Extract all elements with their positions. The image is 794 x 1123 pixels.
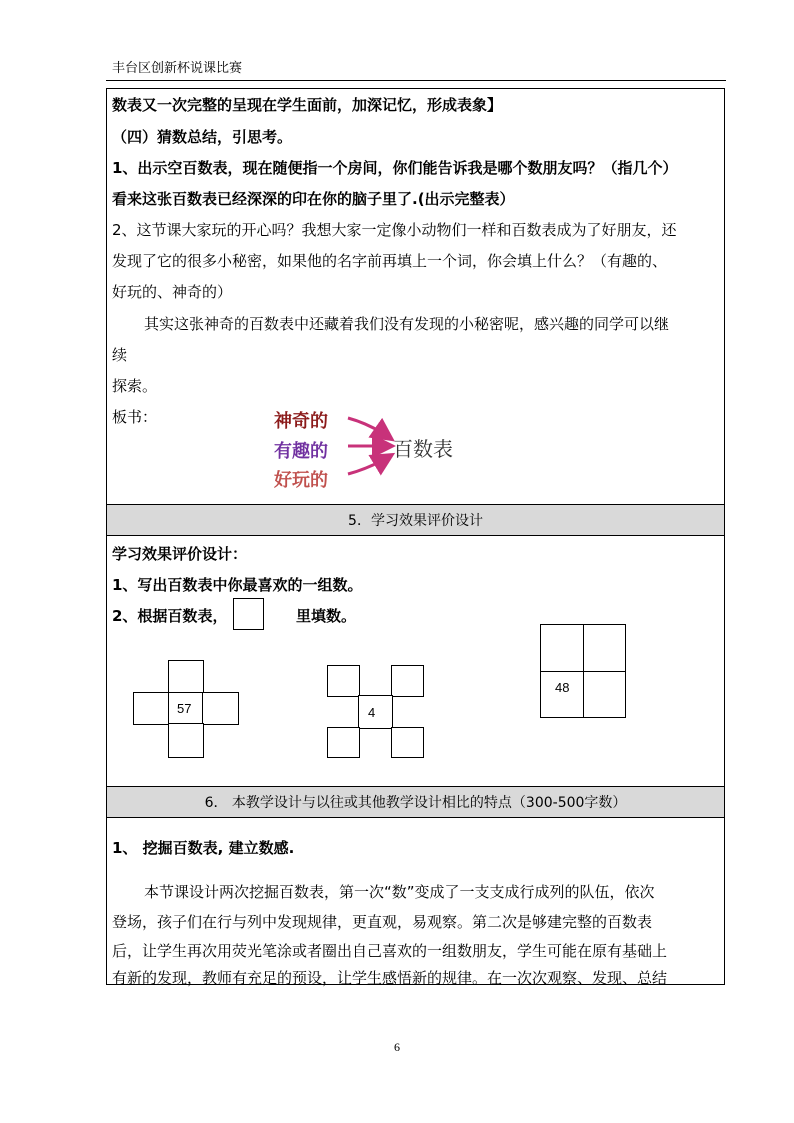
board-word-shenqi: 神奇的 — [274, 411, 328, 432]
arrow-top — [348, 418, 390, 438]
text-line-1: 数表又一次完整的呈现在学生面前，加深记忆，形成表象】 — [112, 96, 503, 114]
text-line-5: 2、这节课大家玩的开心吗？我想大家一定像小动物们一样和百数表成为了好朋友，还 — [112, 221, 677, 239]
text-line-6: 发现了它的很多小秘密，如果他的名字前再填上一个词，你会填上什么？（有趣的、 — [112, 252, 668, 270]
row-divider — [106, 817, 725, 818]
text-line-4: 看来这张百数表已经深深的印在你的脑子里了.(出示完整表） — [112, 190, 515, 208]
section5-item2-prefix: 2、根据百数表， — [112, 607, 228, 625]
board-word-haowan: 好玩的 — [274, 470, 328, 491]
row-divider — [106, 535, 725, 536]
arrow-bottom — [348, 456, 390, 474]
cross-center-number: 57 — [177, 701, 192, 716]
grid-cell — [391, 727, 424, 758]
grid-cell — [168, 723, 204, 758]
grid-cell — [327, 727, 360, 758]
grid-cell — [583, 624, 626, 672]
grid-cell — [202, 692, 239, 725]
grid-cell — [168, 660, 204, 694]
grid-cell — [583, 671, 626, 718]
section6-line-2: 登场，孩子们在行与列中发现规律，更直观，易观察。第二次是够建完整的百数表 — [112, 913, 653, 931]
grid-cell — [358, 695, 393, 729]
section6-title: 6． 本教学设计与以往或其他教学设计相比的特点（300-500字数） — [107, 787, 724, 817]
board-word-baishubiao: 百数表 — [393, 437, 453, 461]
board-word-youqu: 有趣的 — [274, 441, 328, 462]
section6-line-4: 有新的发现，教师有充足的预设，让学生感悟新的规律。在一次次观察、发现、总结 — [112, 969, 668, 987]
board-arrows — [340, 408, 400, 480]
section6-line-1: 本节课设计两次挖掘百数表，第一次“数”变成了一支支成行成列的队伍，依次 — [144, 883, 655, 901]
text-line-9: 续 — [112, 346, 128, 364]
board-label: 板书： — [112, 408, 158, 426]
text-line-2: （四）猜数总结，引思考。 — [112, 128, 293, 146]
section6-heading: 1、 挖掘百数表, 建立数感. — [112, 839, 295, 857]
grid-cell — [133, 692, 170, 725]
grid-cell — [327, 665, 360, 697]
header-rule — [106, 80, 726, 81]
grid-cell — [391, 665, 424, 697]
section5-item2-suffix: 里填数。 — [296, 607, 357, 625]
section5-heading: 学习效果评价设计： — [112, 545, 248, 563]
x-center-number: 4 — [368, 705, 376, 720]
section5-title: 5．学习效果评价设计 — [107, 505, 724, 535]
section6-line-3: 后，让学生再次用荧光笔涂或者圈出自己喜欢的一组数朋友，学生可能在原有基础上 — [112, 942, 668, 960]
page-number: 6 — [394, 1040, 400, 1054]
text-line-8: 其实这张神奇的百数表中还藏着我们没有发现的小秘密呢，感兴趣的同学可以继 — [144, 315, 670, 333]
section5-item1: 1、写出百数表中你最喜欢的一组数。 — [112, 576, 363, 594]
text-line-7: 好玩的、神奇的） — [112, 283, 233, 301]
answer-box-icon — [233, 598, 264, 630]
text-line-10: 探索。 — [112, 377, 158, 395]
text-line-3: 1、出示空百数表，现在随便指一个房间，你们能告诉我是哪个数朋友吗？（指几个） — [112, 159, 678, 177]
header-title: 丰台区创新杯说课比赛 — [112, 61, 243, 76]
grid-cell — [540, 624, 584, 672]
square-number: 48 — [555, 680, 570, 695]
